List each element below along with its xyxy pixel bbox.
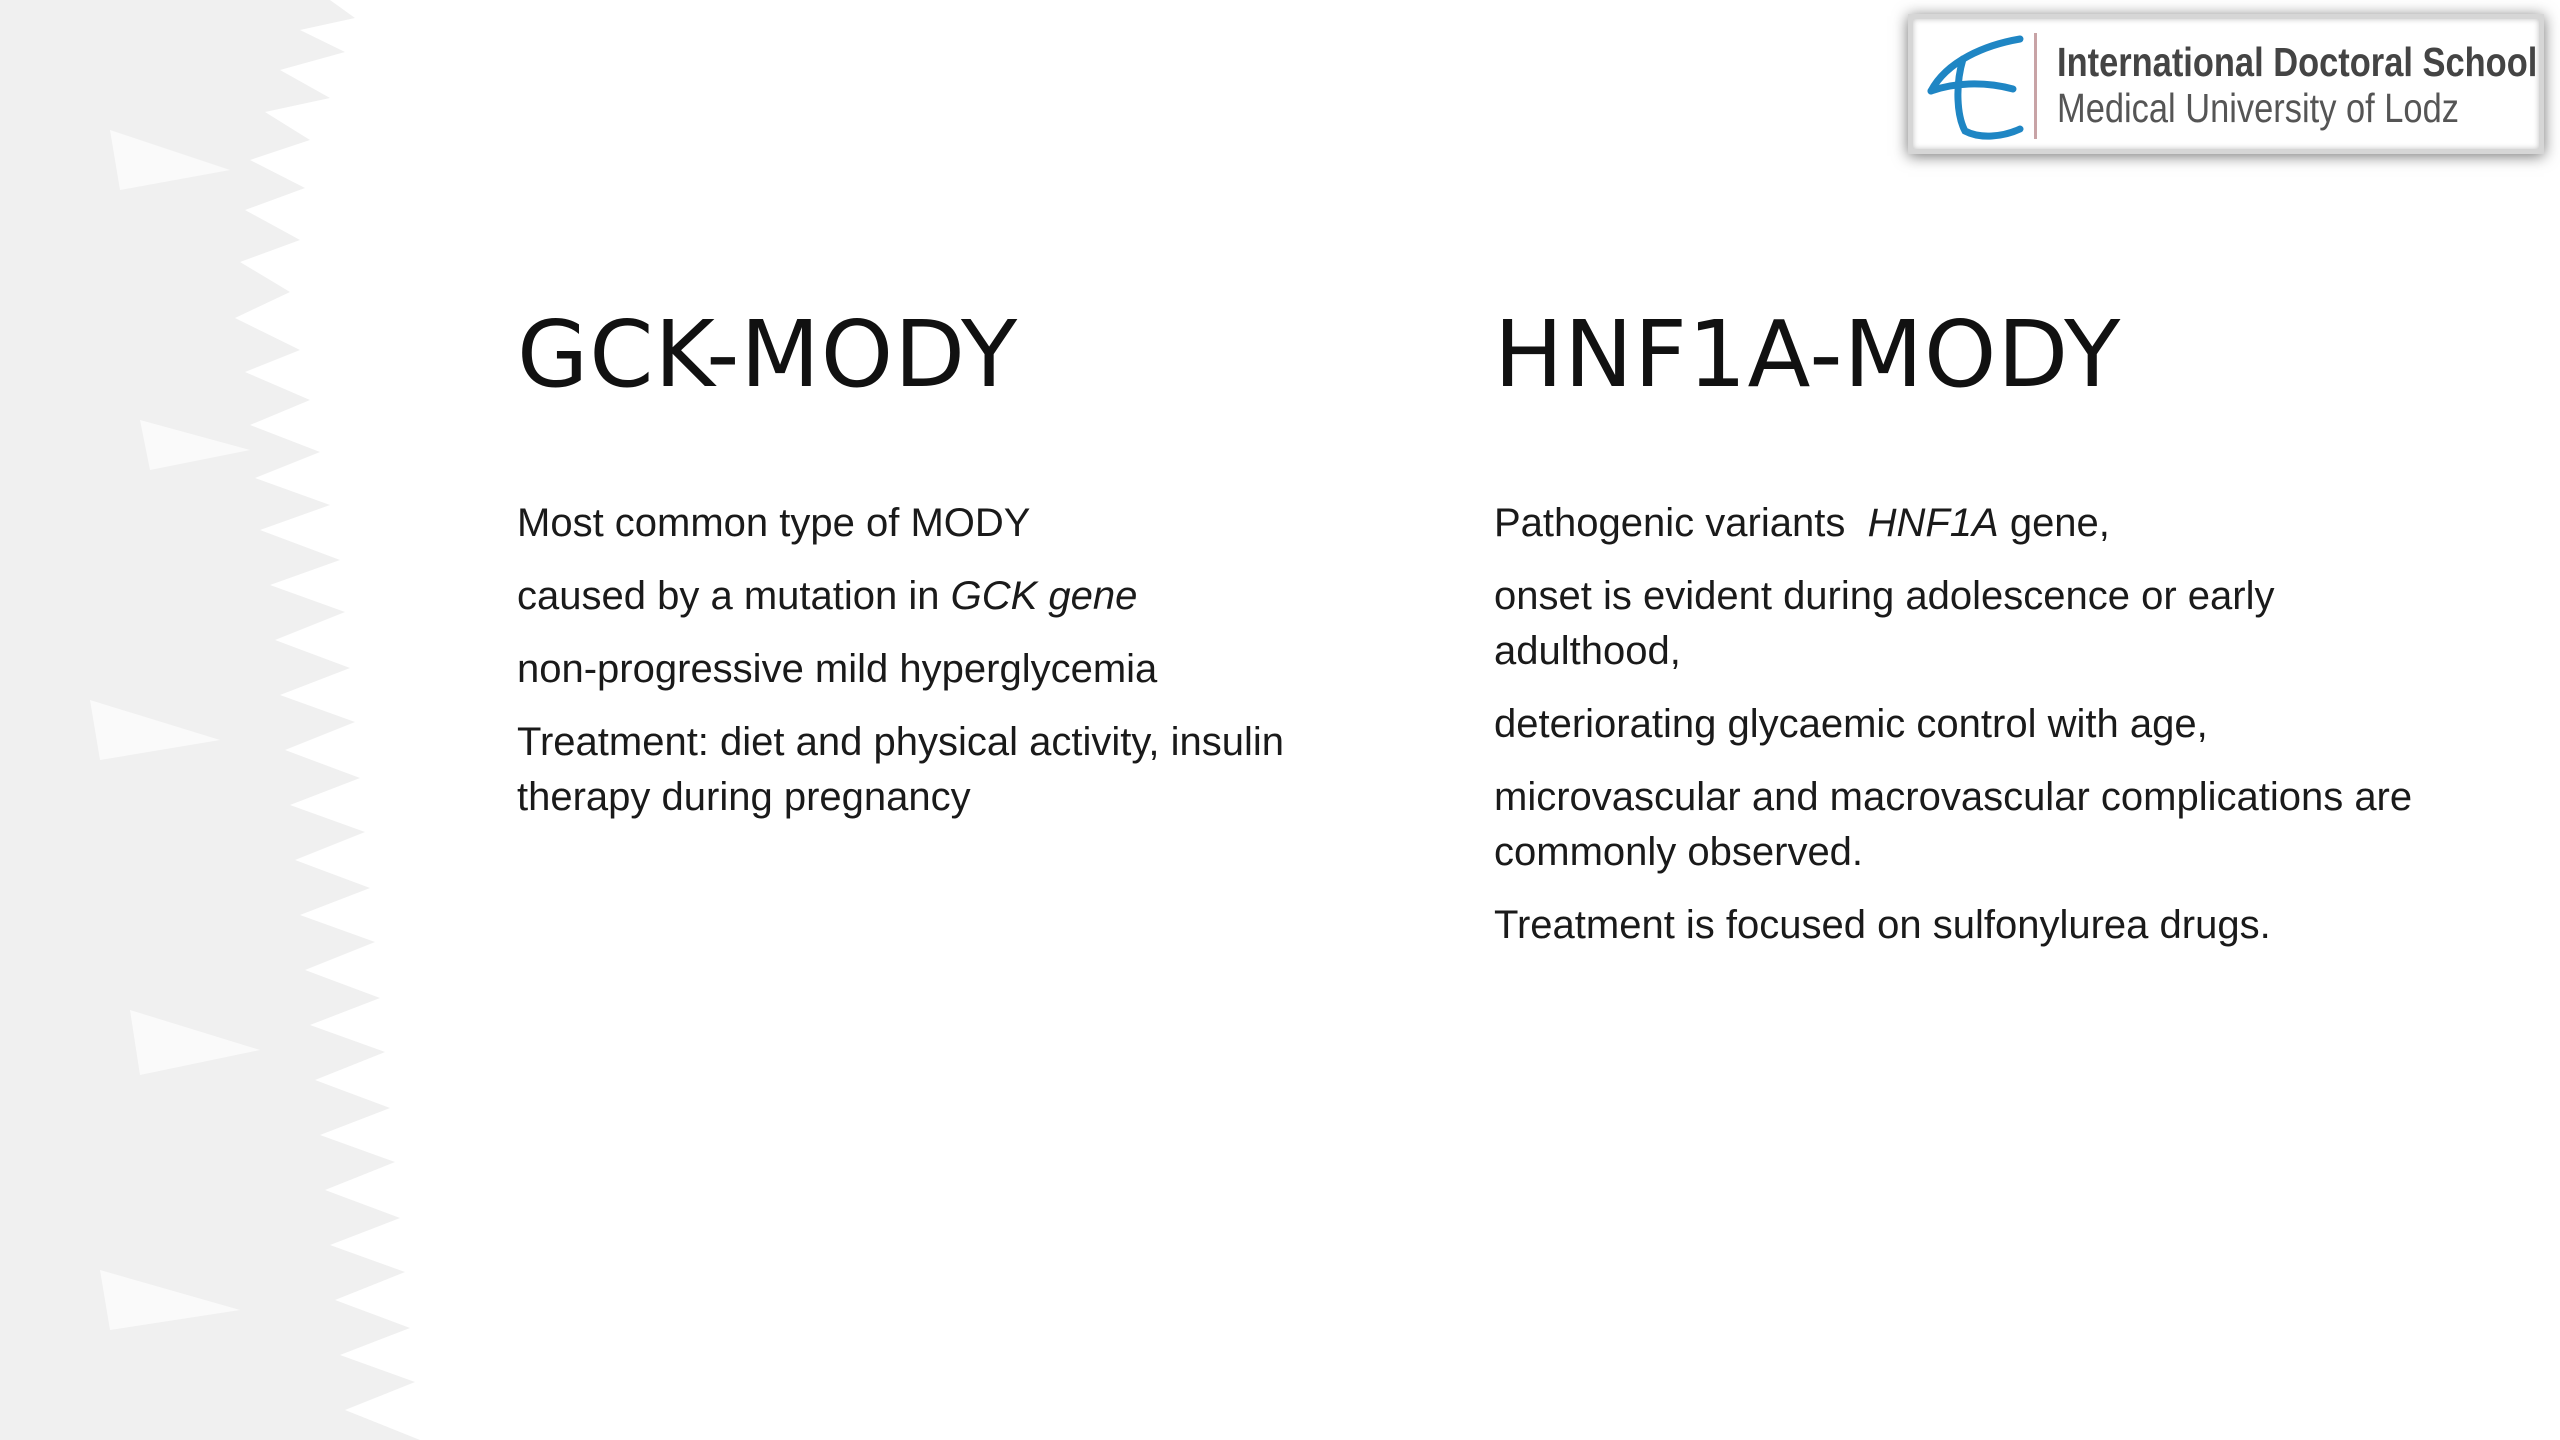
item-italic-text: GCK gene — [950, 574, 1138, 618]
left-heading: GCK-MODY — [517, 301, 1019, 408]
right-column — [1494, 300, 2454, 971]
item-text: Pathogenic variants — [1494, 501, 1868, 545]
list-item — [1494, 697, 2454, 752]
list-item — [517, 569, 1357, 624]
list-item — [517, 642, 1357, 697]
item-italic-text: HNF1A — [1867, 501, 1999, 545]
item-text: caused by a mutation in — [517, 574, 951, 618]
logo-badge — [1908, 14, 2544, 154]
item-text: Most common type of MODY — [517, 501, 1031, 545]
item-text-after: gene, — [1998, 501, 2110, 545]
right-bullet-list — [1494, 496, 2454, 953]
left-bullet-list — [517, 496, 1357, 825]
list-item — [1494, 569, 2454, 679]
item-text: deteriorating glycaemic control with age, — [1494, 702, 2208, 746]
institution-name: International Doctoral School — [2057, 39, 2538, 85]
item-text: microvascular and macrovascular complications are commonly observed. — [1494, 775, 2413, 874]
item-text: Treatment: diet and physical activity, insulin therapy during pregnancy — [517, 720, 1285, 819]
university-name: Medical University of Lodz — [2057, 85, 2459, 131]
list-item — [1494, 770, 2454, 880]
brush-stroke-decoration — [0, 0, 430, 1440]
left-column — [517, 300, 1357, 843]
item-text: onset is evident during adolescence or early adulthood, — [1494, 574, 2275, 673]
list-item — [1494, 898, 2454, 953]
list-item — [1494, 496, 2454, 551]
logo-divider — [2034, 33, 2037, 139]
list-item — [517, 496, 1357, 551]
right-heading: HNF1A-MODY — [1494, 301, 2122, 408]
school-emblem-icon — [1925, 31, 2035, 143]
item-text: Treatment is focused on sulfonylurea drugs. — [1494, 903, 2271, 947]
list-item — [517, 715, 1357, 825]
item-text: non-progressive mild hyperglycemia — [517, 647, 1158, 691]
